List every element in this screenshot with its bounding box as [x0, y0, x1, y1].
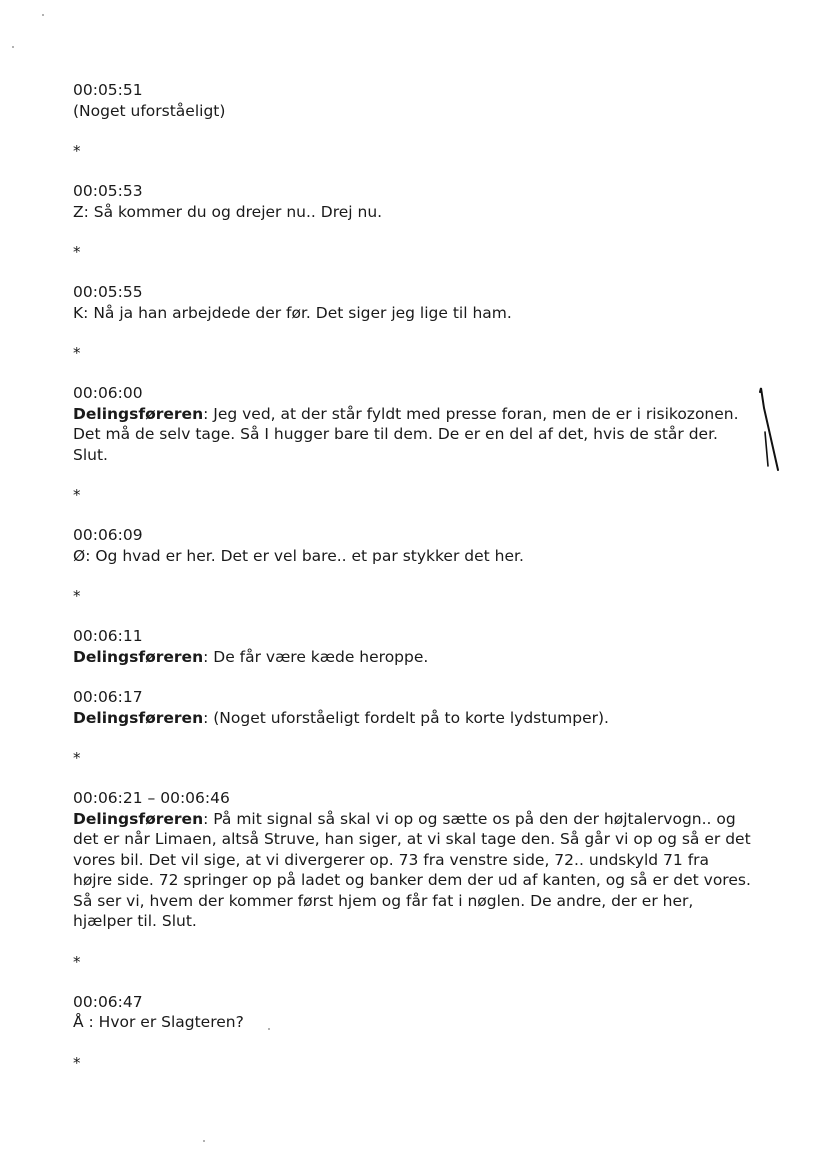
entry-text [73, 101, 753, 122]
separator-asterisk: * [73, 952, 81, 971]
handwritten-margin-mark [752, 386, 788, 472]
transcript-entry [73, 687, 753, 728]
transcript-entry [73, 788, 753, 932]
utterance: : Jeg ved, at der står fyldt med presse foran, men de er i risikozonen. Det må de selv tage. Så I hugger bare til dem. De er en del af det, hvis de står der. Slut. [73, 404, 739, 464]
timestamp: 00:06:09 [73, 526, 143, 544]
scan-speck [203, 1140, 205, 1142]
utterance: K: Nå ja han arbejdede der før. Det siger jeg lige til ham. [73, 303, 512, 322]
transcript-entry [73, 181, 753, 222]
timestamp: 00:06:00 [73, 384, 143, 402]
timestamp: 00:06:11 [73, 627, 143, 645]
separator-asterisk: * [73, 1053, 81, 1072]
transcript-entry [73, 992, 753, 1033]
entry-text [73, 202, 753, 223]
utterance: : (Noget uforståeligt fordelt på to korte lydstumper). [203, 708, 609, 727]
speaker-name: Delingsføreren [73, 708, 204, 727]
utterance: (Noget uforståeligt) [73, 101, 226, 120]
entry-text [73, 303, 753, 324]
timestamp: 00:06:21 – 00:06:46 [73, 789, 230, 807]
timestamp: 00:06:47 [73, 992, 143, 1011]
utterance: Ø: Og hvad er her. Det er vel bare.. et par stykker det her. [73, 546, 524, 565]
separator-asterisk: * [73, 749, 81, 767]
utterance: Z: Så kommer du og drejer nu.. Drej nu. [73, 202, 383, 221]
scan-speck [42, 14, 44, 16]
separator-asterisk: * [73, 243, 81, 261]
separator-asterisk: * [73, 587, 81, 605]
utterance: Å : Hvor er Slagteren? [73, 1013, 244, 1031]
speaker-name: Delingsføreren [73, 647, 204, 666]
scan-speck [268, 1028, 270, 1030]
transcript-entry [73, 282, 753, 323]
speaker-name: Delingsføreren [73, 809, 204, 828]
timestamp: 00:05:53 [73, 182, 143, 200]
timestamp: 00:06:17 [73, 688, 143, 706]
entry-text [73, 1012, 753, 1033]
entry-text [73, 647, 753, 668]
separator-asterisk: * [73, 486, 81, 504]
speaker-name: Delingsføreren [73, 404, 204, 423]
entry-text [73, 809, 753, 932]
transcript-entry [73, 626, 753, 667]
timestamp: 00:05:55 [73, 283, 143, 301]
transcript-entry [73, 80, 753, 121]
entry-text [73, 546, 753, 567]
entry-text [73, 404, 753, 466]
scan-speck [12, 46, 14, 48]
utterance: : På mit signal så skal vi op og sætte os på den der højtalervogn.. og det er når Limaen, altså Struve, han siger, at vi skal tage den. Så går vi op og så er det vores bil. Det vil sige, at vi divergerer op. 73 fra venstre side, 72.. undskyld 71 fra højre side. 72 springer op på ladet og banker dem der ud af kanten, og så er det vores. Så ser vi, hvem der kommer først hjem og får fat i nøglen. De andre, der er her, hjælper til. Slut. [73, 809, 751, 930]
transcript-entry [73, 383, 753, 465]
entry-text [73, 708, 753, 729]
transcript-entry [73, 525, 753, 566]
separator-asterisk: * [73, 142, 81, 160]
separator-asterisk: * [73, 344, 81, 362]
transcript-page [73, 80, 753, 1073]
utterance: : De får være kæde heroppe. [203, 647, 429, 666]
timestamp: 00:05:51 [73, 81, 143, 99]
